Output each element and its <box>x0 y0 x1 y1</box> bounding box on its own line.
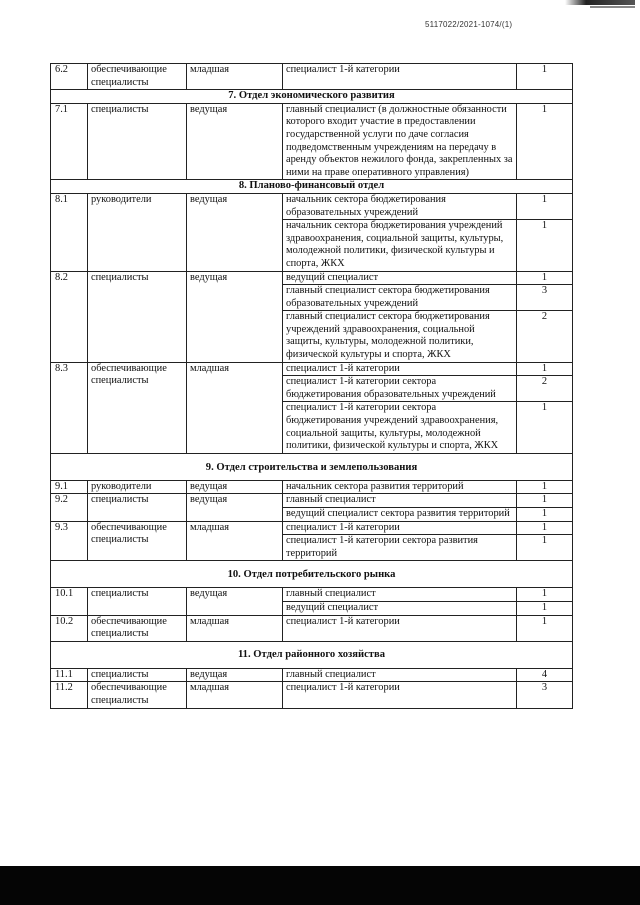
position-title: ведущий специалист сектора развития территорий <box>283 508 517 522</box>
section-row <box>51 561 573 588</box>
row-number: 8.2 <box>51 271 88 362</box>
position-category: ведущая <box>187 588 283 615</box>
scan-artifact <box>565 0 635 5</box>
position-title: главный специалист <box>283 494 517 508</box>
position-category: младшая <box>187 615 283 641</box>
position-title: ведущий специалист <box>283 601 517 615</box>
position-category: младшая <box>187 682 283 708</box>
section-title: 10. Отдел потребительского рынка <box>51 561 573 588</box>
row-number: 9.2 <box>51 494 88 521</box>
position-quantity: 2 <box>517 311 573 362</box>
staff-group: специалисты <box>88 588 187 615</box>
position-quantity: 4 <box>517 668 573 682</box>
position-title: начальник сектора бюджетирования учреждений здравоохранения, социальной защиты, культуры, молодежной политики, физической культуры и спорта, ЖКХ <box>283 220 517 271</box>
position-quantity: 1 <box>517 521 573 535</box>
staff-group: обеспечивающие специалисты <box>88 682 187 708</box>
position-title: специалист 1-й категории сектора развития территорий <box>283 535 517 561</box>
staff-group: специалисты <box>88 494 187 521</box>
staff-group: обеспечивающие специалисты <box>88 362 187 453</box>
section-title: 8. Планово-финансовый отдел <box>51 180 573 194</box>
staff-group: специалисты <box>88 271 187 362</box>
position-title: специалист 1-й категории <box>283 521 517 535</box>
staff-group: обеспечивающие специалисты <box>88 615 187 641</box>
position-title: начальник сектора бюджетирования образовательных учреждений <box>283 193 517 219</box>
position-quantity: 1 <box>517 615 573 641</box>
table-row <box>51 64 573 90</box>
position-quantity: 1 <box>517 508 573 522</box>
position-title: главный специалист <box>283 668 517 682</box>
section-title: 9. Отдел строительства и землепользования <box>51 453 573 480</box>
staff-table <box>50 63 573 709</box>
position-title: специалист 1-й категории <box>283 615 517 641</box>
position-title: главный специалист <box>283 588 517 602</box>
position-category: ведущая <box>187 480 283 494</box>
table-row <box>51 682 573 708</box>
position-quantity: 1 <box>517 220 573 271</box>
position-quantity: 1 <box>517 494 573 508</box>
position-quantity: 3 <box>517 285 573 311</box>
position-quantity: 1 <box>517 193 573 219</box>
position-quantity: 1 <box>517 601 573 615</box>
row-number: 9.1 <box>51 480 88 494</box>
position-category: ведущая <box>187 103 283 180</box>
position-category: младшая <box>187 362 283 453</box>
position-quantity: 1 <box>517 103 573 180</box>
section-row <box>51 180 573 194</box>
row-number: 9.3 <box>51 521 88 561</box>
position-category: ведущая <box>187 668 283 682</box>
table-row <box>51 103 573 180</box>
position-quantity: 1 <box>517 535 573 561</box>
position-quantity: 2 <box>517 376 573 402</box>
staff-table-body <box>51 64 573 709</box>
table-row <box>51 271 573 285</box>
position-category: ведущая <box>187 193 283 271</box>
position-quantity: 1 <box>517 402 573 453</box>
position-category: младшая <box>187 521 283 561</box>
table-row <box>51 521 573 535</box>
staff-group: руководители <box>88 193 187 271</box>
table-row <box>51 494 573 508</box>
position-quantity: 3 <box>517 682 573 708</box>
position-title: главный специалист (в должностные обязанности которого входит участие в предоставлении государственной услуги по даче согласия подведомственным учреждениям на передачу в аренду объектов нежилого фонда, закрепленных за ними на праве оперативного управления) <box>283 103 517 180</box>
scan-bottom-border <box>0 866 640 905</box>
table-row <box>51 588 573 602</box>
position-title: начальник сектора развития территорий <box>283 480 517 494</box>
position-title: главный специалист сектора бюджетирования образовательных учреждений <box>283 285 517 311</box>
row-number: 10.1 <box>51 588 88 615</box>
position-title: специалист 1-й категории сектора бюджетирования образовательных учреждений <box>283 376 517 402</box>
staff-group: обеспечивающие специалисты <box>88 521 187 561</box>
position-title: ведущий специалист <box>283 271 517 285</box>
table-row <box>51 615 573 641</box>
row-number: 7.1 <box>51 103 88 180</box>
scan-artifact <box>590 6 635 8</box>
staff-group: специалисты <box>88 668 187 682</box>
table-row <box>51 362 573 376</box>
position-title: главный специалист сектора бюджетирования учреждений здравоохранения, социальной защиты, культуры, молодежной политики, физической культуры и спорта, ЖКХ <box>283 311 517 362</box>
position-quantity: 1 <box>517 362 573 376</box>
row-number: 6.2 <box>51 64 88 90</box>
row-number: 10.2 <box>51 615 88 641</box>
staff-group: руководители <box>88 480 187 494</box>
row-number: 11.2 <box>51 682 88 708</box>
position-quantity: 1 <box>517 480 573 494</box>
table-row <box>51 480 573 494</box>
position-title: специалист 1-й категории <box>283 682 517 708</box>
table-row <box>51 193 573 219</box>
document-number: 5117022/2021-1074/(1) <box>425 20 513 29</box>
section-row <box>51 453 573 480</box>
position-category: ведущая <box>187 494 283 521</box>
position-category: младшая <box>187 64 283 90</box>
position-quantity: 1 <box>517 588 573 602</box>
section-row <box>51 641 573 668</box>
position-title: специалист 1-й категории <box>283 362 517 376</box>
staff-group: специалисты <box>88 103 187 180</box>
section-row <box>51 90 573 104</box>
section-title: 7. Отдел экономического развития <box>51 90 573 104</box>
table-row <box>51 668 573 682</box>
position-quantity: 1 <box>517 271 573 285</box>
section-title: 11. Отдел районного хозяйства <box>51 641 573 668</box>
row-number: 8.1 <box>51 193 88 271</box>
row-number: 8.3 <box>51 362 88 453</box>
staff-group: обеспечивающие специалисты <box>88 64 187 90</box>
position-title: специалист 1-й категории сектора бюджетирования учреждений здравоохранения, социальной защиты, культуры, молодежной политики, физической культуры и спорта, ЖКХ <box>283 402 517 453</box>
position-quantity: 1 <box>517 64 573 90</box>
position-title: специалист 1-й категории <box>283 64 517 90</box>
position-category: ведущая <box>187 271 283 362</box>
row-number: 11.1 <box>51 668 88 682</box>
